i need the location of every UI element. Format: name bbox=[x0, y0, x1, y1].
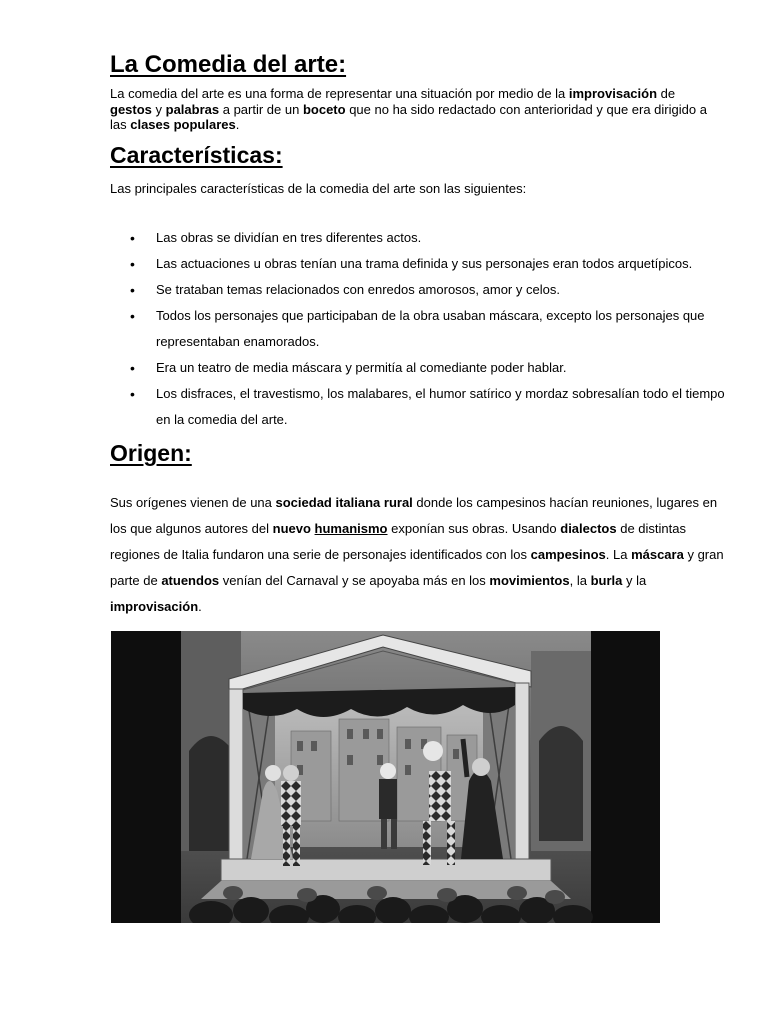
origen-bold: improvisación bbox=[110, 599, 199, 614]
intro-paragraph bbox=[110, 86, 710, 133]
theater-scene-image bbox=[111, 631, 660, 923]
origen-text: donde los campesinos hacían reuniones, lugares en los que algunos autores del bbox=[110, 495, 718, 536]
origen-text: . La bbox=[605, 547, 632, 562]
list-item: • Se trataban temas relacionados con enredos amorosos, amor y celos. bbox=[110, 277, 735, 303]
list-item: • Las obras se dividían en tres diferentes actos. bbox=[110, 225, 735, 251]
origen-text: Sus orígenes vienen de una bbox=[110, 495, 276, 510]
origen-bold: máscara bbox=[631, 547, 684, 562]
origen-text: de distintas regiones de Italia fundaron una serie de personajes identificados con los bbox=[110, 521, 686, 562]
intro-text: de bbox=[657, 86, 676, 101]
origen-bold: movimientos bbox=[489, 573, 570, 588]
theater-photo bbox=[111, 631, 660, 923]
origen-bold: sociedad italiana rural bbox=[275, 495, 413, 510]
intro-text: y bbox=[151, 101, 166, 117]
intro-bold: boceto bbox=[302, 101, 346, 117]
intro-bold: improvisación bbox=[568, 86, 658, 101]
intro-text: . bbox=[235, 117, 240, 132]
caracteristicas-lead: Las principales características de la comedia del arte son las siguientes: bbox=[110, 181, 527, 196]
origen-bold: atuendos bbox=[161, 573, 220, 588]
intro-bold: palabras bbox=[165, 101, 220, 117]
origen-bold: burla bbox=[590, 573, 623, 588]
features-list bbox=[110, 225, 735, 433]
origen-text: . bbox=[198, 599, 202, 614]
origen-text: y gran parte de bbox=[110, 547, 724, 588]
origen-paragraph bbox=[110, 490, 735, 620]
origen-text: , la bbox=[569, 573, 591, 588]
origen-text: venían del Carnaval y se apoyaba más en los bbox=[219, 573, 490, 588]
intro-bold: clases populares bbox=[130, 117, 236, 132]
list-item: • Todos los personajes que participaban de la obra usaban máscara, excepto los personajes que representaban enamorados. bbox=[110, 303, 735, 355]
origen-bold: campesinos bbox=[530, 547, 606, 562]
section-heading-origen: Origen: bbox=[110, 440, 192, 466]
origen-bold: nuevo bbox=[272, 521, 311, 536]
origen-text: exponían sus obras. Usando bbox=[387, 521, 561, 536]
intro-text: La comedia del arte es una forma de representar una situación por medio de la bbox=[110, 86, 569, 101]
intro-text: a partir de un bbox=[219, 101, 303, 117]
intro-bold: gestos bbox=[110, 101, 152, 117]
section-heading-caracteristicas: Características: bbox=[110, 142, 283, 168]
origen-text: y la bbox=[622, 573, 647, 588]
intro-text: que no ha sido redactado con anterioridad y que era dirigido a las bbox=[110, 101, 707, 132]
list-item: • Las actuaciones u obras tenían una trama definida y sus personajes eran todos arquetípicos. bbox=[110, 251, 735, 277]
page-title: La Comedia del arte: bbox=[110, 51, 347, 78]
list-item: • Era un teatro de media máscara y permitía al comediante poder hablar. bbox=[110, 355, 735, 381]
origen-bold: dialectos bbox=[560, 521, 617, 536]
list-item: • Los disfraces, el travestismo, los malabares, el humor satírico y mordaz sobresalían todo el tiempo en la comedia del arte. bbox=[110, 381, 735, 433]
origen-bold-underline: humanismo bbox=[314, 521, 388, 536]
